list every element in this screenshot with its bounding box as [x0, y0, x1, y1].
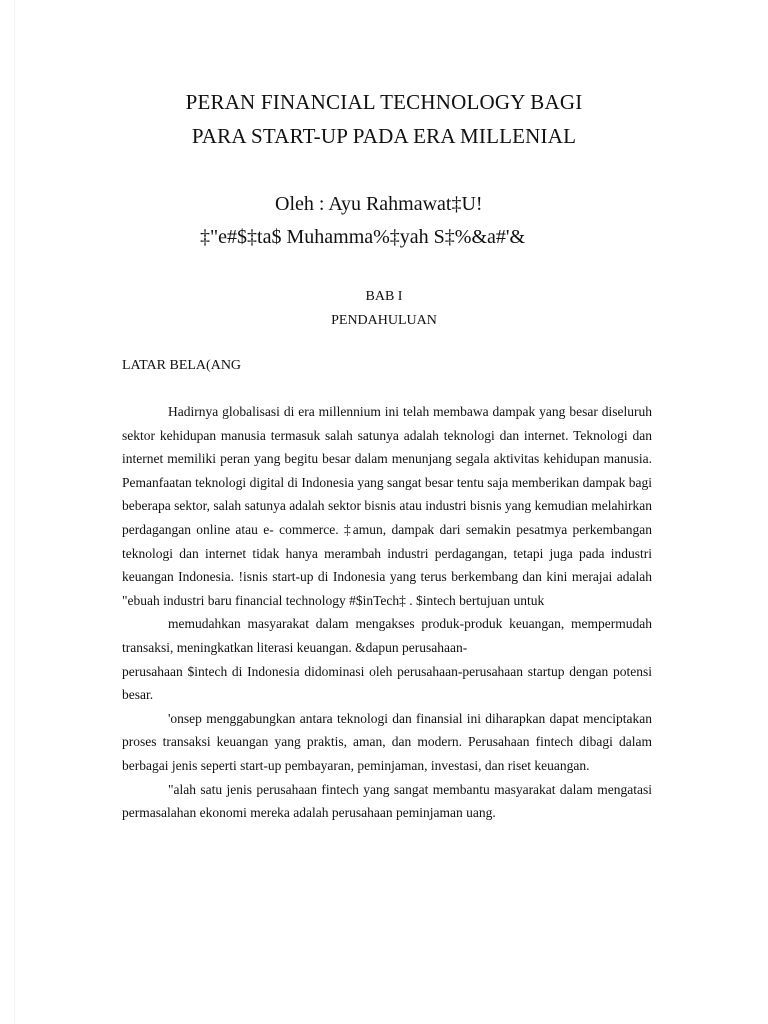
document-title-line-2: PARA START-UP PADA ERA MILLENIAL	[191, 124, 577, 148]
paragraph: perusahaan $intech di Indonesia didominasi oleh perusahaan-perusahaan startup dengan potensi besar.	[122, 663, 652, 703]
paragraph: Hadirnya globalisasi di era millennium ini telah membawa dampak yang besar diseluruh sektor kehidupan manusia termasuk salah satunya adalah teknologi dan internet. Teknologi dan internet memiliki peran yang begitu besar dalam menunjang segala aktivitas kehidupan manusia. Pemanfaatan teknologi digital di Indonesia yang sangat besar tentu saja memberikan dampak bagi beberapa sektor, salah satunya adalah sektor bisnis atau industri bisnis yang kemudian melahirkan perdagangan online atau e- commerce. ‡amun, dampak dari semakin pesatmya perkembangan teknologi dan internet tidak hanya merambah industri perdagangan, tetapi juga pada industri keuangan Indonesia. !isnis start-up di Indonesia yang terus berkembang dan kini merajai adalah "ebuah industri baru financial technology #$inTech‡ . $intech bertujuan untuk	[122, 404, 652, 608]
paragraph: "alah satu jenis perusahaan fintech yang sangat membantu masyarakat dalam mengatasi permasalahan ekonomi mereka adalah perusahaan peminjaman uang.	[122, 781, 652, 821]
document-title-line-1: PERAN FINANCIAL TECHNOLOGY BAGI	[185, 90, 583, 114]
page-edge	[14, 0, 15, 1024]
author-line-2: ‡"e#$‡ta$ Muhamma%‡yah S‡%&a#'&	[200, 226, 526, 248]
section-heading: LATAR BELA(ANG	[122, 358, 242, 373]
paragraph: 'onsep menggabungkan antara teknologi dan finansial ini diharapkan dapat menciptakan proses transaksi keuangan yang praktis, aman, dan modern. Perusahaan fintech dibagi dalam berbagai jenis seperti start-up pembayaran, peminjaman, investasi, dan riset keuangan.	[122, 710, 652, 773]
author-line-1: Oleh : Ayu Rahmawat‡U!	[275, 193, 483, 215]
chapter-number: BAB I	[365, 289, 403, 304]
paragraph: memudahkan masyarakat dalam mengakses produk-produk keuangan, mempermudah transaksi, meningkatkan literasi keuangan. &dapun perusahaan-	[122, 616, 652, 655]
chapter-title: PENDAHULUAN	[331, 313, 437, 328]
body-text	[122, 400, 652, 825]
